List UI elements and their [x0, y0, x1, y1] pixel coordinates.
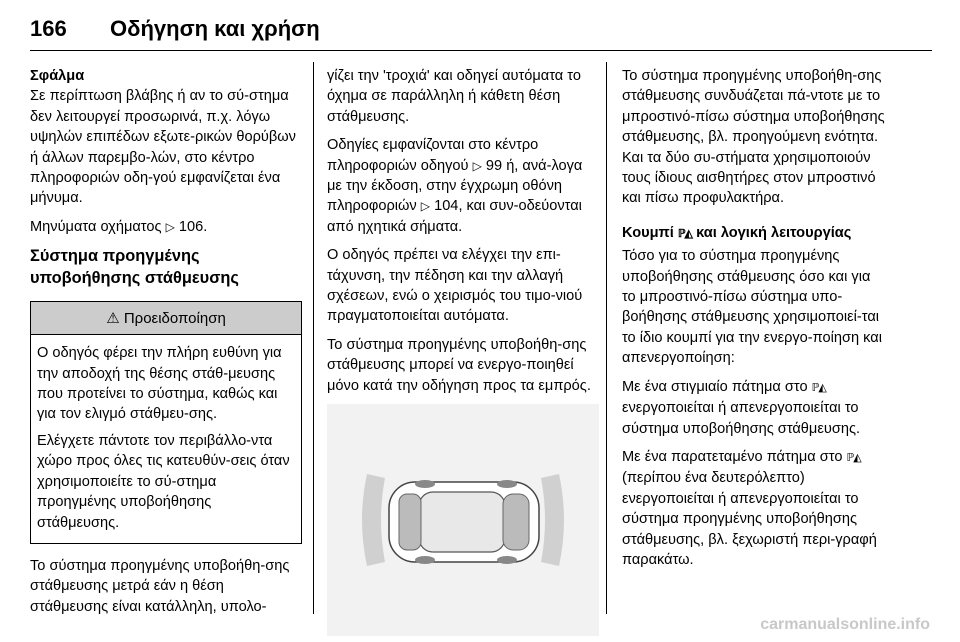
reference-arrow-icon: ▷ [420, 199, 431, 214]
windshield [503, 494, 529, 550]
body-paragraph: Τόσο για το σύστημα προηγμένης υποβοήθησης στάθμευσης όσο και για το μπροστινό-πίσω σύστημα υπο-βοήθησης στάθμευσης χρησιμοποιεί-ται το ίδιο κουμπί για την ενεργο-ποίηση και απενεργοποίηση: [622, 248, 882, 367]
parking-sensor-illustration [327, 404, 599, 636]
page-header [30, 16, 320, 42]
body-paragraph: γίζει την 'τροχιά' και οδηγεί αυτόματα το όχημα σε παράλληλη ή κάθετη θέση στάθμευσης. [327, 68, 581, 125]
body-paragraph: Με ένα παρατεταμένο πάτημα στο ℙ◭ (περίπου ένα δευτερόλεπτο) ενεργοποιείται ή απενεργοποιείται το σύστημα προηγμένης υποβοήθησης στάθμευσης, βλ. ξεχωριστή περι-γραφή παρακάτω. [622, 448, 877, 568]
body-paragraph: Με ένα στιγμιαίο πάτημα στο ℙ◭ ενεργοποιείται ή απενεργοποιείται το σύστημα υποβοήθησης στάθμευσης. [622, 378, 861, 437]
body-paragraph: Οδηγίες εμφανίζονται στο κέντρο πληροφοριών οδηγού ▷ 99 ή, ανά-λογα με την έκδοση, στην έγχρωμη οθόνη πληροφοριών ▷ 104, και συν-οδεύονται από ηχητικά σήματα. [327, 137, 583, 235]
header-rule [30, 50, 932, 51]
park-assist-button-icon: ℙ◭ [811, 381, 826, 394]
section-heading: Σύστημα προηγμένης υποβοήθησης στάθμευσης [30, 247, 239, 288]
park-assist-button-icon: ℙ◭ [846, 451, 861, 464]
column-divider-1 [313, 62, 314, 614]
column-2 [327, 66, 595, 636]
body-paragraph: Ο οδηγός πρέπει να ελέγχει την επι-τάχυνση, την πέδηση και την αλλαγή σχέσεων, ενώ ο χειρισμός του τιμο-νιού πραγματοποιείται αυτόματα. [327, 247, 583, 325]
page-reference-link[interactable]: 104 [434, 198, 459, 215]
reference-arrow-icon: ▷ [165, 219, 175, 234]
column-1 [30, 66, 302, 625]
fault-text: Σε περίπτωση βλάβης ή αν το σύ-στημα δεν λειτουργεί προσωρινά, π.χ. λόγω υψηλών επιπέδων εξωτε-ρικών θορύβων ή άλλων παρεμβο-λών, στο κέντρο πληροφοριών οδη-γού εμφανίζεται ένα μήνυμα. [30, 88, 296, 207]
warning-title: Προειδοποίηση [123, 310, 226, 328]
fault-heading: Σφάλμα [30, 68, 85, 84]
page-number: 166 [30, 16, 67, 41]
car-roof [419, 492, 505, 552]
rear-window [399, 494, 421, 550]
front-sensor-zone [541, 474, 564, 566]
messages-reference: Μηνύματα οχήματος ▷ 106. [30, 218, 208, 235]
page-title: Οδήγηση και χρήση [110, 16, 320, 41]
column-3 [622, 66, 886, 578]
car-sensor-diagram [327, 404, 599, 636]
wheel [415, 556, 435, 564]
button-heading: Κουμπί ℙ◭ και λογική λειτουργίας [622, 224, 852, 241]
rear-sensor-zone [362, 474, 385, 566]
reference-arrow-icon: ▷ [472, 158, 482, 173]
watermark: carmanualsonline.info [760, 616, 930, 633]
column-divider-2 [606, 62, 607, 614]
warning-box [30, 301, 302, 544]
wheel [415, 480, 435, 488]
page-reference-link[interactable]: 99 [485, 157, 503, 174]
page-reference-link[interactable]: 106. [178, 218, 208, 235]
warning-body [31, 334, 301, 543]
warning-header [31, 302, 301, 334]
body-paragraph: Το σύστημα προηγμένης υποβοήθη-σης στάθμευσης μπορεί να ενεργο-ποιηθεί μόνο κατά την οδήγηση προς τα εμπρός. [327, 336, 591, 394]
warning-triangle-icon: ⚠ [106, 310, 120, 328]
body-paragraph: Το σύστημα προηγμένης υποβοήθη-σης στάθμευσης μετρά εάν η θέση στάθμευσης είναι κατάλληλη, υπολο- [30, 557, 290, 615]
wheel [497, 480, 517, 488]
warning-paragraph: Ο οδηγός φέρει την πλήρη ευθύνη για την αποδοχή της θέσης στάθ-μευσης που προτείνει το σύστημα, καθώς και για τον ελιγμό στάθμευ-σης. [37, 345, 282, 423]
park-assist-button-icon: ℙ◭ [677, 227, 693, 240]
wheel [497, 556, 517, 564]
warning-paragraph: Ελέγχετε πάντοτε τον περιβάλλο-ντα χώρο προς όλες τις κατευθύν-σεις όταν χρησιμοποιείτε το σύ-στημα προηγμένης υποβοήθησης στάθμευσης. [37, 432, 290, 531]
body-paragraph: Το σύστημα προηγμένης υποβοήθη-σης στάθμευσης συνδυάζεται πά-ντοτε με το μπροστινό-πίσω σύστημα υποβοήθησης στάθμευσης, βλ. προηγούμενη ενότητα. Και τα δύο συ-στήματα χρησιμοποιούν τους ίδιους αισθητήρες στον μπροστινό και πίσω προφυλακτήρα. [622, 68, 885, 207]
